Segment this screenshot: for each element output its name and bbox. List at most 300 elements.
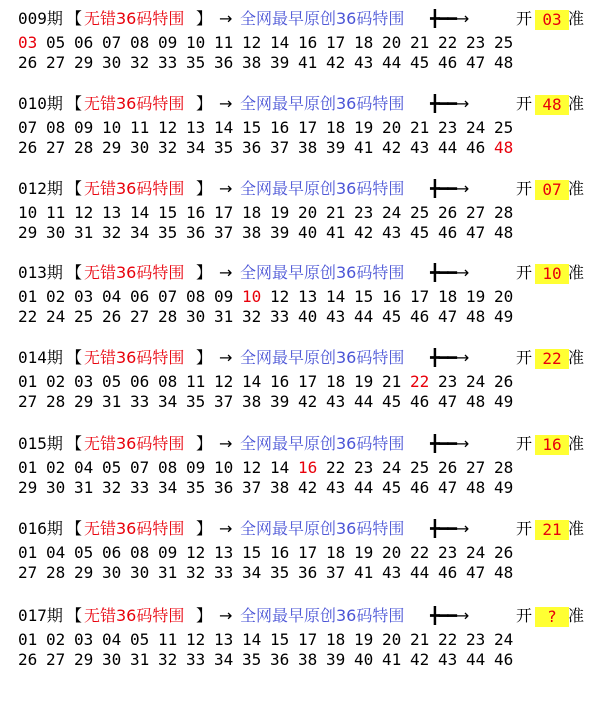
- number-cell: 35: [270, 563, 290, 582]
- number-cell: 03: [74, 287, 94, 306]
- number-cell: 31: [74, 223, 94, 242]
- number-cell: 22: [410, 372, 430, 391]
- number-cell: 01: [18, 543, 38, 562]
- arrow-glyph: →: [219, 179, 233, 198]
- number-cell: 41: [326, 223, 346, 242]
- bracket-right: 】: [196, 519, 213, 538]
- bracket-right: 】: [196, 606, 213, 625]
- number-cell: 17: [298, 372, 318, 391]
- period-header: [0, 178, 595, 200]
- number-cell: 43: [410, 138, 430, 157]
- period-block: [0, 93, 595, 163]
- number-cell: 49: [494, 392, 514, 411]
- number-cell: 15: [158, 203, 178, 222]
- number-cell: 10: [18, 203, 38, 222]
- number-cell: 11: [130, 118, 150, 137]
- number-cell: 17: [298, 630, 318, 649]
- number-cell: 02: [46, 287, 66, 306]
- open-label: 开: [516, 606, 533, 625]
- number-cell: 07: [158, 287, 178, 306]
- number-cell: 34: [158, 478, 178, 497]
- number-cell: 39: [270, 392, 290, 411]
- number-cell: 46: [410, 307, 430, 326]
- number-cell: 30: [102, 563, 122, 582]
- number-cell: 26: [438, 458, 458, 477]
- period-header: [0, 433, 595, 455]
- number-cell: 14: [242, 630, 262, 649]
- number-cell: 23: [466, 33, 486, 52]
- number-cell: 17: [298, 543, 318, 562]
- accurate-label: 准: [568, 434, 585, 453]
- number-cell: 46: [410, 478, 430, 497]
- number-cell: 47: [438, 307, 458, 326]
- number-cell: 32: [102, 478, 122, 497]
- accurate-label: 准: [568, 263, 585, 282]
- number-cell: 37: [214, 223, 234, 242]
- result-badge: 03: [535, 10, 569, 30]
- number-cell: 30: [46, 223, 66, 242]
- number-cell: 34: [186, 138, 206, 157]
- number-cell: 42: [298, 392, 318, 411]
- number-cell: 38: [242, 392, 262, 411]
- number-cell: 19: [354, 118, 374, 137]
- number-cell: 07: [102, 33, 122, 52]
- number-cell: 35: [242, 650, 262, 669]
- number-cell: 18: [242, 203, 262, 222]
- number-cell: 47: [438, 478, 458, 497]
- number-cell: 41: [354, 138, 374, 157]
- number-cell: 11: [46, 203, 66, 222]
- period-block: [0, 262, 595, 332]
- bracket-right: 】: [196, 179, 213, 198]
- number-cell: 45: [410, 53, 430, 72]
- number-cell: 18: [326, 543, 346, 562]
- number-cell: 21: [382, 372, 402, 391]
- number-cell: 24: [466, 118, 486, 137]
- number-cell: 18: [354, 33, 374, 52]
- number-cell: 26: [18, 53, 38, 72]
- number-cell: 29: [74, 53, 94, 72]
- number-cell: 13: [186, 118, 206, 137]
- number-cell: 20: [382, 33, 402, 52]
- arrow-glyph: →: [219, 606, 233, 625]
- number-cell: 19: [354, 630, 374, 649]
- number-cell: 41: [354, 563, 374, 582]
- number-cell: 09: [214, 287, 234, 306]
- number-cell: 28: [74, 138, 94, 157]
- period-header: [0, 347, 595, 369]
- number-cell: 24: [382, 203, 402, 222]
- number-cell: 18: [326, 118, 346, 137]
- bracket-left: 【: [66, 94, 83, 113]
- number-cell: 25: [494, 118, 514, 137]
- number-cell: 27: [46, 53, 66, 72]
- open-label: 开: [516, 9, 533, 28]
- period-number: 014期: [18, 348, 63, 367]
- number-cell: 33: [130, 392, 150, 411]
- bracket-right: 】: [196, 434, 213, 453]
- number-cell: 26: [18, 138, 38, 157]
- number-cell: 31: [74, 478, 94, 497]
- number-cell: 12: [242, 458, 262, 477]
- number-cell: 08: [130, 33, 150, 52]
- number-cell: 19: [466, 287, 486, 306]
- number-cell: 32: [130, 53, 150, 72]
- number-cell: 22: [438, 630, 458, 649]
- number-cell: 29: [74, 650, 94, 669]
- number-cell: 27: [18, 392, 38, 411]
- number-cell: 44: [438, 138, 458, 157]
- number-cell: 36: [214, 478, 234, 497]
- number-cell: 32: [158, 138, 178, 157]
- number-cell: 49: [494, 478, 514, 497]
- number-cell: 23: [354, 458, 374, 477]
- long-arrow-glyph: ╋━━→: [430, 606, 469, 625]
- number-cell: 44: [354, 478, 374, 497]
- number-cell: 02: [46, 630, 66, 649]
- number-cell: 13: [298, 287, 318, 306]
- number-cell: 16: [298, 458, 318, 477]
- number-cell: 26: [438, 203, 458, 222]
- number-cell: 27: [466, 458, 486, 477]
- number-cell: 48: [466, 478, 486, 497]
- period-subtitle: 全网最早原创36码特围: [240, 263, 405, 282]
- long-arrow-glyph: ╋━━→: [430, 179, 469, 198]
- number-cell: 05: [102, 458, 122, 477]
- period-block: [0, 347, 595, 417]
- period-title: 无错36码特围: [84, 9, 185, 28]
- number-cell: 27: [46, 650, 66, 669]
- period-subtitle: 全网最早原创36码特围: [240, 606, 405, 625]
- number-cell: 37: [214, 392, 234, 411]
- number-cell: 31: [102, 392, 122, 411]
- number-cell: 30: [186, 307, 206, 326]
- number-cell: 19: [354, 372, 374, 391]
- number-cell: 47: [466, 563, 486, 582]
- number-cell: 28: [46, 563, 66, 582]
- number-cell: 25: [74, 307, 94, 326]
- number-cell: 35: [214, 138, 234, 157]
- number-cell: 13: [214, 543, 234, 562]
- arrow-glyph: →: [219, 348, 233, 367]
- number-cell: 15: [270, 630, 290, 649]
- number-cell: 31: [158, 563, 178, 582]
- number-cell: 06: [130, 287, 150, 306]
- number-cell: 37: [242, 478, 262, 497]
- number-cell: 38: [270, 478, 290, 497]
- number-cell: 37: [326, 563, 346, 582]
- number-cell: 28: [494, 458, 514, 477]
- number-cell: 14: [214, 118, 234, 137]
- number-cell: 46: [438, 563, 458, 582]
- number-cell: 22: [410, 543, 430, 562]
- period-number: 017期: [18, 606, 63, 625]
- period-subtitle: 全网最早原创36码特围: [240, 434, 405, 453]
- number-cell: 08: [186, 287, 206, 306]
- number-cell: 20: [494, 287, 514, 306]
- number-cell: 12: [214, 372, 234, 391]
- number-cell: 28: [494, 203, 514, 222]
- number-cell: 09: [158, 33, 178, 52]
- open-label: 开: [516, 348, 533, 367]
- number-cell: 04: [102, 287, 122, 306]
- arrow-glyph: →: [219, 519, 233, 538]
- number-cell: 17: [214, 203, 234, 222]
- number-cell: 02: [46, 458, 66, 477]
- number-cell: 35: [158, 223, 178, 242]
- number-cell: 46: [466, 138, 486, 157]
- number-cell: 14: [242, 372, 262, 391]
- period-block: [0, 518, 595, 588]
- period-block: [0, 8, 595, 78]
- period-header: [0, 262, 595, 284]
- number-cell: 39: [326, 650, 346, 669]
- number-cell: 10: [242, 287, 262, 306]
- number-cell: 20: [382, 543, 402, 562]
- number-cell: 13: [102, 203, 122, 222]
- long-arrow-glyph: ╋━━→: [430, 434, 469, 453]
- long-arrow-glyph: ╋━━→: [430, 9, 469, 28]
- accurate-label: 准: [568, 94, 585, 113]
- number-cell: 47: [466, 53, 486, 72]
- number-cell: 19: [354, 543, 374, 562]
- number-cell: 16: [186, 203, 206, 222]
- period-subtitle: 全网最早原创36码特围: [240, 9, 405, 28]
- number-cell: 10: [102, 118, 122, 137]
- long-arrow-glyph: ╋━━→: [430, 348, 469, 367]
- number-cell: 40: [298, 223, 318, 242]
- open-label: 开: [516, 263, 533, 282]
- period-title: 无错36码特围: [84, 263, 185, 282]
- number-cell: 44: [382, 53, 402, 72]
- number-cell: 08: [130, 543, 150, 562]
- number-cell: 08: [158, 458, 178, 477]
- number-cell: 44: [354, 307, 374, 326]
- accurate-label: 准: [568, 9, 585, 28]
- number-cell: 34: [158, 392, 178, 411]
- bracket-right: 】: [196, 263, 213, 282]
- number-cell: 03: [74, 630, 94, 649]
- number-cell: 22: [438, 33, 458, 52]
- number-cell: 10: [214, 458, 234, 477]
- number-cell: 05: [102, 372, 122, 391]
- number-cell: 03: [18, 33, 38, 52]
- number-cell: 22: [326, 458, 346, 477]
- number-cell: 09: [158, 543, 178, 562]
- number-cell: 02: [46, 372, 66, 391]
- number-cell: 44: [354, 392, 374, 411]
- number-cell: 17: [410, 287, 430, 306]
- number-cell: 48: [494, 223, 514, 242]
- bracket-left: 【: [66, 263, 83, 282]
- period-header: [0, 605, 595, 627]
- number-cell: 36: [242, 138, 262, 157]
- bracket-left: 【: [66, 9, 83, 28]
- arrow-glyph: →: [219, 94, 233, 113]
- period-title: 无错36码特围: [84, 94, 185, 113]
- number-cell: 32: [102, 223, 122, 242]
- bracket-left: 【: [66, 434, 83, 453]
- number-cell: 29: [74, 563, 94, 582]
- number-cell: 01: [18, 287, 38, 306]
- number-cell: 16: [270, 372, 290, 391]
- number-cell: 29: [102, 138, 122, 157]
- accurate-label: 准: [568, 519, 585, 538]
- number-cell: 46: [410, 392, 430, 411]
- number-cell: 41: [298, 53, 318, 72]
- number-cell: 43: [382, 223, 402, 242]
- long-arrow-glyph: ╋━━→: [430, 94, 469, 113]
- open-label: 开: [516, 434, 533, 453]
- number-cell: 33: [270, 307, 290, 326]
- number-cell: 32: [186, 563, 206, 582]
- result-badge: ?: [535, 607, 569, 627]
- bracket-left: 【: [66, 179, 83, 198]
- number-cell: 05: [46, 33, 66, 52]
- number-cell: 40: [354, 650, 374, 669]
- result-badge: 22: [535, 349, 569, 369]
- period-block: [0, 178, 595, 248]
- period-title: 无错36码特围: [84, 179, 185, 198]
- number-cell: 01: [18, 630, 38, 649]
- number-cell: 26: [494, 543, 514, 562]
- number-cell: 07: [130, 458, 150, 477]
- period-header: [0, 8, 595, 30]
- number-cell: 17: [326, 33, 346, 52]
- number-cell: 34: [130, 223, 150, 242]
- number-cell: 38: [242, 53, 262, 72]
- number-cell: 29: [18, 223, 38, 242]
- number-cell: 24: [494, 630, 514, 649]
- number-cell: 32: [242, 307, 262, 326]
- number-cell: 06: [74, 33, 94, 52]
- number-cell: 30: [130, 563, 150, 582]
- number-cell: 36: [298, 563, 318, 582]
- number-cell: 38: [242, 223, 262, 242]
- number-cell: 12: [186, 543, 206, 562]
- number-cell: 27: [130, 307, 150, 326]
- period-title: 无错36码特围: [84, 434, 185, 453]
- number-cell: 27: [18, 563, 38, 582]
- number-cell: 04: [74, 458, 94, 477]
- bracket-left: 【: [66, 606, 83, 625]
- number-cell: 34: [242, 563, 262, 582]
- result-badge: 16: [535, 435, 569, 455]
- number-cell: 42: [382, 138, 402, 157]
- number-cell: 31: [214, 307, 234, 326]
- number-cell: 14: [270, 458, 290, 477]
- number-cell: 47: [466, 223, 486, 242]
- number-cell: 12: [74, 203, 94, 222]
- number-cell: 43: [326, 478, 346, 497]
- bracket-right: 】: [196, 9, 213, 28]
- number-cell: 08: [158, 372, 178, 391]
- accurate-label: 准: [568, 606, 585, 625]
- number-cell: 03: [74, 372, 94, 391]
- number-cell: 30: [102, 53, 122, 72]
- number-cell: 17: [298, 118, 318, 137]
- number-cell: 31: [130, 650, 150, 669]
- number-cell: 34: [214, 650, 234, 669]
- open-label: 开: [516, 179, 533, 198]
- period-number: 009期: [18, 9, 63, 28]
- number-cell: 26: [18, 650, 38, 669]
- bracket-right: 】: [196, 348, 213, 367]
- number-cell: 24: [466, 372, 486, 391]
- number-cell: 24: [46, 307, 66, 326]
- number-cell: 46: [438, 223, 458, 242]
- result-badge: 10: [535, 264, 569, 284]
- long-arrow-glyph: ╋━━→: [430, 519, 469, 538]
- number-cell: 48: [466, 307, 486, 326]
- number-cell: 36: [270, 650, 290, 669]
- result-badge: 07: [535, 180, 569, 200]
- number-cell: 39: [326, 138, 346, 157]
- number-cell: 21: [326, 203, 346, 222]
- bracket-right: 】: [196, 94, 213, 113]
- number-cell: 11: [214, 33, 234, 52]
- period-number: 015期: [18, 434, 63, 453]
- arrow-glyph: →: [219, 434, 233, 453]
- number-cell: 01: [18, 458, 38, 477]
- period-number: 013期: [18, 263, 63, 282]
- number-cell: 29: [74, 392, 94, 411]
- arrow-glyph: →: [219, 263, 233, 282]
- number-cell: 12: [270, 287, 290, 306]
- number-cell: 09: [74, 118, 94, 137]
- number-cell: 26: [494, 372, 514, 391]
- number-cell: 23: [466, 630, 486, 649]
- number-cell: 19: [270, 203, 290, 222]
- number-cell: 23: [438, 372, 458, 391]
- number-cell: 42: [298, 478, 318, 497]
- number-cell: 05: [130, 630, 150, 649]
- number-cell: 33: [186, 650, 206, 669]
- number-cell: 21: [410, 630, 430, 649]
- number-cell: 36: [214, 53, 234, 72]
- number-cell: 38: [298, 138, 318, 157]
- number-cell: 04: [46, 543, 66, 562]
- number-cell: 23: [438, 543, 458, 562]
- number-cell: 20: [298, 203, 318, 222]
- number-cell: 29: [18, 478, 38, 497]
- number-cell: 43: [438, 650, 458, 669]
- number-cell: 24: [466, 543, 486, 562]
- number-cell: 33: [158, 53, 178, 72]
- period-block: [0, 605, 595, 675]
- arrow-glyph: →: [219, 9, 233, 28]
- number-cell: 06: [130, 372, 150, 391]
- period-block: [0, 433, 595, 503]
- period-number: 012期: [18, 179, 63, 198]
- number-cell: 11: [158, 630, 178, 649]
- long-arrow-glyph: ╋━━→: [430, 263, 469, 282]
- number-cell: 09: [186, 458, 206, 477]
- period-header: [0, 93, 595, 115]
- number-cell: 42: [326, 53, 346, 72]
- number-cell: 30: [102, 650, 122, 669]
- number-cell: 15: [354, 287, 374, 306]
- number-cell: 37: [270, 138, 290, 157]
- number-cell: 28: [158, 307, 178, 326]
- period-subtitle: 全网最早原创36码特围: [240, 519, 405, 538]
- number-cell: 48: [494, 138, 514, 157]
- number-cell: 48: [494, 563, 514, 582]
- number-cell: 20: [382, 118, 402, 137]
- number-cell: 47: [438, 392, 458, 411]
- period-subtitle: 全网最早原创36码特围: [240, 179, 405, 198]
- number-cell: 45: [382, 392, 402, 411]
